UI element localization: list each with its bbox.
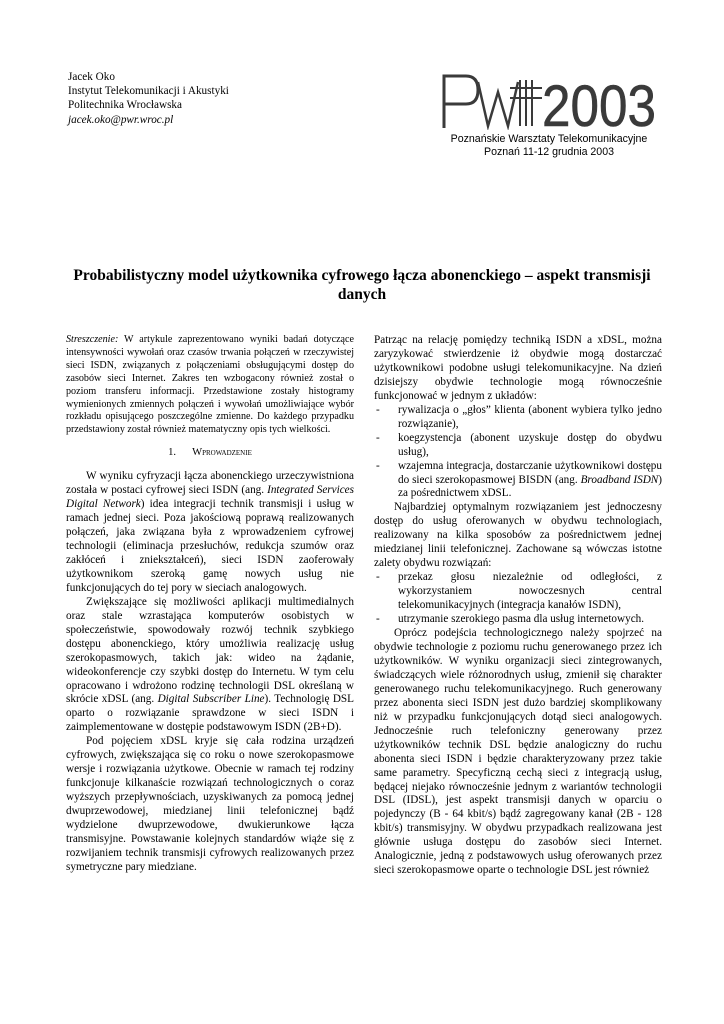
paragraph: Najbardziej optymalnym rozwiązaniem jest jednoczesny dostęp do usług oferowanych w obydwu technologiach, realizowany na kilka sposobów za pośrednictwem jednej miedzianej linii telefonicznej. Zachowane są wówczas istotne zalety obydwu rozwiązań:: [374, 501, 662, 570]
abstract-label: Streszczenie:: [66, 334, 119, 345]
pwt-logo-graphic: [438, 70, 660, 130]
paragraph: W wyniku cyfryzacji łącza abonenckiego urzeczywistniona została w postaci cyfrowej sieci ISDN (ang. Integrated Services Digital Network) idea integracji technik transmisji i usług w ramach jednej sieci. Poza jakościową poprawą realizowanych połączeń, jaka związana była z wprowadzeniem cyfrowej technologii (eliminacja przesłuchów, redukcja szumów oraz zakłóceń i zniekształceń), sieci ISDN zaoferowały użytkownikom szeroką gamę nowych usług nie funkcjonujących do tej pory w sieciach analogowych.: [66, 470, 354, 594]
paper-title: Probabilistyczny model użytkownika cyfrowego łącza abonenckiego – aspekt transmisji danych: [73, 267, 651, 303]
list-item: - utrzymanie szerokiego pasma dla usług internetowych.: [374, 613, 662, 627]
conference-name: Poznańskie Warsztaty Telekomunikacyjne: [450, 133, 648, 145]
abstract: [66, 334, 354, 437]
author-university: Politechnika Wrocławska: [68, 99, 182, 112]
section-number: 1.: [168, 447, 177, 459]
bullet-list: [374, 571, 662, 627]
author-block: [68, 70, 229, 127]
paragraph: Patrząc na relację pomiędzy techniką ISDN a xDSL, można zaryzykować stwierdzenie iż obydwie mogą dostarczać użytkownikowi podobne usługi telekomunikacyjne. Na dzień dzisiejszy obydwie technologie mogą równocześnie funkcjonować w jednym z układów:: [374, 334, 662, 402]
author-email[interactable]: jacek.oko@pwr.wroc.pl: [68, 113, 174, 126]
logo-year: 2003: [542, 74, 656, 130]
conference-logo: [438, 70, 660, 158]
section-heading: [66, 446, 354, 460]
paragraph: Pod pojęciem xDSL kryje się cała rodzina urządzeń cyfrowych, zwiększająca się co roku o nowe szerokopasmowe wersje i rozwiązania użytkowe. Obecnie w ramach tej rodziny funkcjonuje kilkanaście rozwiązań technologicznych o coraz wyższych przepływnościach, uzyskiwanych za pomocą jednej dwuprzewodowej, miedzianej linii telefonicznej bądź wydzielone dwuprzewodowe, dwukierunkowe łącza transmisyjne. Powstawanie kolejnych standardów wiąże się z rozwijaniem technik transmisji cyfrowych realizowanych przez symetryczne pary miedziane.: [66, 735, 354, 873]
paragraph: Zwiększające się możliwości aplikacji multimedialnych oraz stale wzrastająca komputerów osobistych w społeczeństwie, spowodowały rozwój technik szybkiego dostępu abonenckiego, który umożliwia realizację usług szerokopasmowych, takich jak: wideo na żądanie, wideokonferencje czy szybki dostęp do Internetu. W tym celu opracowano i wdrożono rodzinę technologii DSL określaną w skrócie xDSL (ang. Digital Subscriber Line). Technologię DSL oparto o rozwiązanie sprawdzone w sieci ISDN i zaimplementowane w dostępie podstawowym ISDN (2B+D).: [66, 595, 354, 734]
list-item: - rywalizacja o „głos” klienta (abonent wybiera tylko jedno rozwiązanie),: [374, 404, 662, 432]
right-column: [374, 334, 662, 878]
conference-location-date: Poznań 11-12 grudnia 2003: [484, 145, 614, 158]
left-column: [66, 334, 354, 875]
author-name: Jacek Oko: [68, 71, 115, 83]
list-item: - koegzystencja (abonent uzyskuje dostęp do obydwu usług),: [374, 432, 662, 460]
list-item: - przekaz głosu niezależnie od odległości, z wykorzystaniem nowoczesnych central telekomunikacyjnych (integracja kanałów ISDN),: [374, 571, 662, 613]
abstract-text: W artykule zaprezentowano wyniki badań dotyczące intensywności wywołań oraz czasów trwania połączeń w rzeczywistej sieci ISDN, związanych z połączeniami obsługującymi dostęp do zasobów sieci Internet. Zakres ten wzbogacony również został o poziom transferu informacji. Przedstawione zostały histogramy wymienionych zmiennych połączeń i wywołań umożliwiające wybór rozkładu opisującego poszczególne zmienne. Do każdego przypadku przedstawiony został również matematyczny opis tych wielkości.: [66, 334, 354, 436]
paragraph: Oprócz podejścia technologicznego należy spojrzeć na obydwie technologie z poziomu ruchu generowanego przez ich użytkowników. W wyniku organizacji sieci zintegrowanych, świadczących wiele różnorodnych usług, zmienił się charakter generowanego ruchu telekomunikacyjnego. Ruch generowany przez abonenta sieci ISDN jest dużo bardziej skomplikowany niż w przypadku funkcjonujących dotąd sieci analogowych. Jednocześnie ruch telefoniczny generowany przez użytkowników technik DSL będzie analogiczny do ruchu abonenta sieci ISDN i będzie charakteryzowany przez takie same parametry. Specyficzną cechą sieci z integracją usług, będącej niejako równocześnie jednym z wariantów technologii DSL (IDSL), jest aspekt transmisji danych w oparciu o pojedynczy (B - 64 kbit/s) bądź zagregowany kanał (2B - 128 kbit/s) transmisyjny. W obydwu przypadkach realizowana jest głównie usługa dostępu do zasobów sieci Internet. Analogicznie, jedną z podstawowych usług oferowanych przez sieci szerokopasmowe oparte o technologie DSL jest również: [374, 627, 662, 877]
section-title: Wprowadzenie: [192, 447, 252, 459]
list-item: - wzajemna integracja, dostarczanie użytkownikowi dostępu do sieci szerokopasmowej BISDN (ang. Broadband ISDN) za pośrednictwem xDSL.: [374, 460, 662, 502]
bullet-list: [374, 404, 662, 502]
author-institute: Instytut Telekomunikacji i Akustyki: [68, 85, 229, 98]
